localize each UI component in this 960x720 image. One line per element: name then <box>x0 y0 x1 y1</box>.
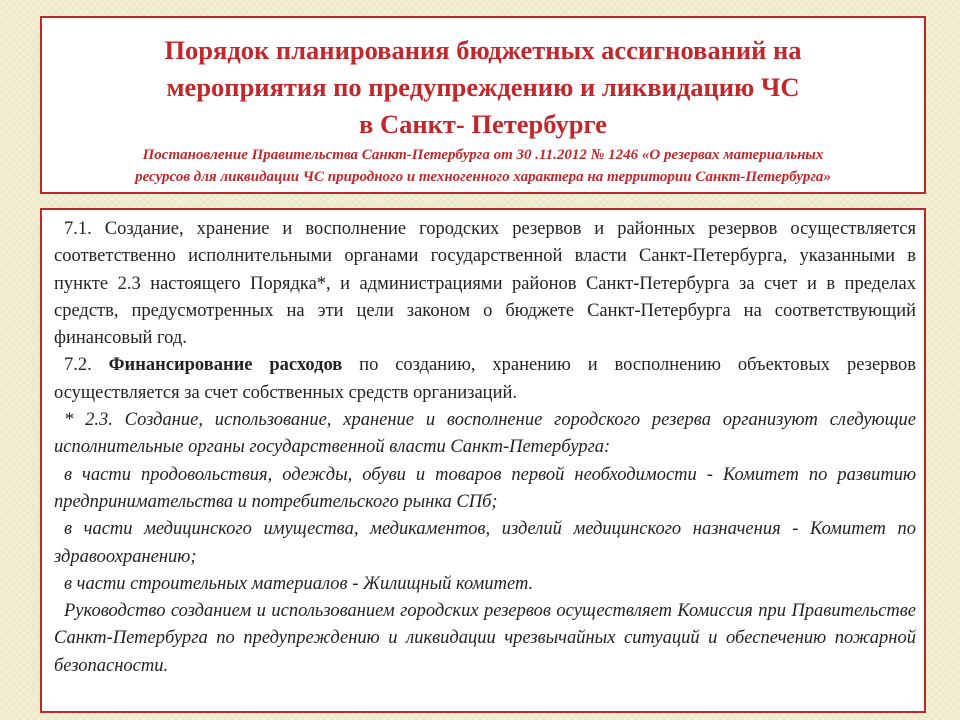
footnote-medical-clause: в части медицинского имущества, медикаментов, изделий медицинского назначения - Комитет по здравоохранению; <box>54 519 916 567</box>
paragraph-7-2-number: 7.2. <box>64 355 92 376</box>
footnote-construction-clause: в части строительных материалов - Жилищный комитет. <box>64 573 534 594</box>
paragraph-7-2 <box>54 352 916 407</box>
decree-line-2: ресурсов для ликвидации ЧС природного и техногенного характера на территории Санкт-Петербурга» <box>135 169 831 185</box>
decree-line-1: Постановление Правительства Санкт-Петербурга от 30 .11.2012 № 1246 «О резервах материальных <box>142 147 824 163</box>
content-panel <box>40 208 926 713</box>
footnote-food-clause: в части продовольствия, одежды, обуви и товаров первой необходимости - Комитет по развитию предпринимательства и потребительского рынка СПб; <box>54 464 916 512</box>
page-title <box>42 32 924 143</box>
decree-reference <box>42 144 924 188</box>
title-line-2: мероприятия по предупреждению и ликвидацию ЧС <box>166 72 800 102</box>
paragraph-7-1: 7.1. Создание, хранение и восполнение городских резервов и районных резервов осуществляется соответственно исполнительными органами государственной власти Санкт-Петербурга, указанными в пункте 2.3 настоящего Порядка*, и администрациями районов Санкт-Петербурга за счет и в пределах средств, предусмотренных на эти цели законом о бюджете Санкт-Петербурга на соответствующий финансовый год. <box>54 219 916 349</box>
paragraph-7-2-emphasis: Финансирование расходов <box>108 355 343 376</box>
footnote-commission-clause: Руководство созданием и использованием городских резервов осуществляет Комиссия при Правительстве Санкт-Петербурга по предупреждению и ликвидации чрезвычайных ситуаций и обеспечению пожарной безопасности. <box>54 601 916 676</box>
title-panel <box>40 16 926 194</box>
footnote-2-3: * 2.3. Создание, использование, хранение и восполнение городского резерва организуют следующие исполнительные органы государственной власти Санкт-Петербурга: <box>54 410 916 458</box>
paragraph-7-2-text: по созданию, хранению и восполнению объектовых резервов осуществляется за счет собственных средств организаций. <box>54 355 916 403</box>
title-line-1: Порядок планирования бюджетных ассигнований на <box>164 35 802 65</box>
title-line-3: в Санкт- Петербурге <box>359 109 607 139</box>
